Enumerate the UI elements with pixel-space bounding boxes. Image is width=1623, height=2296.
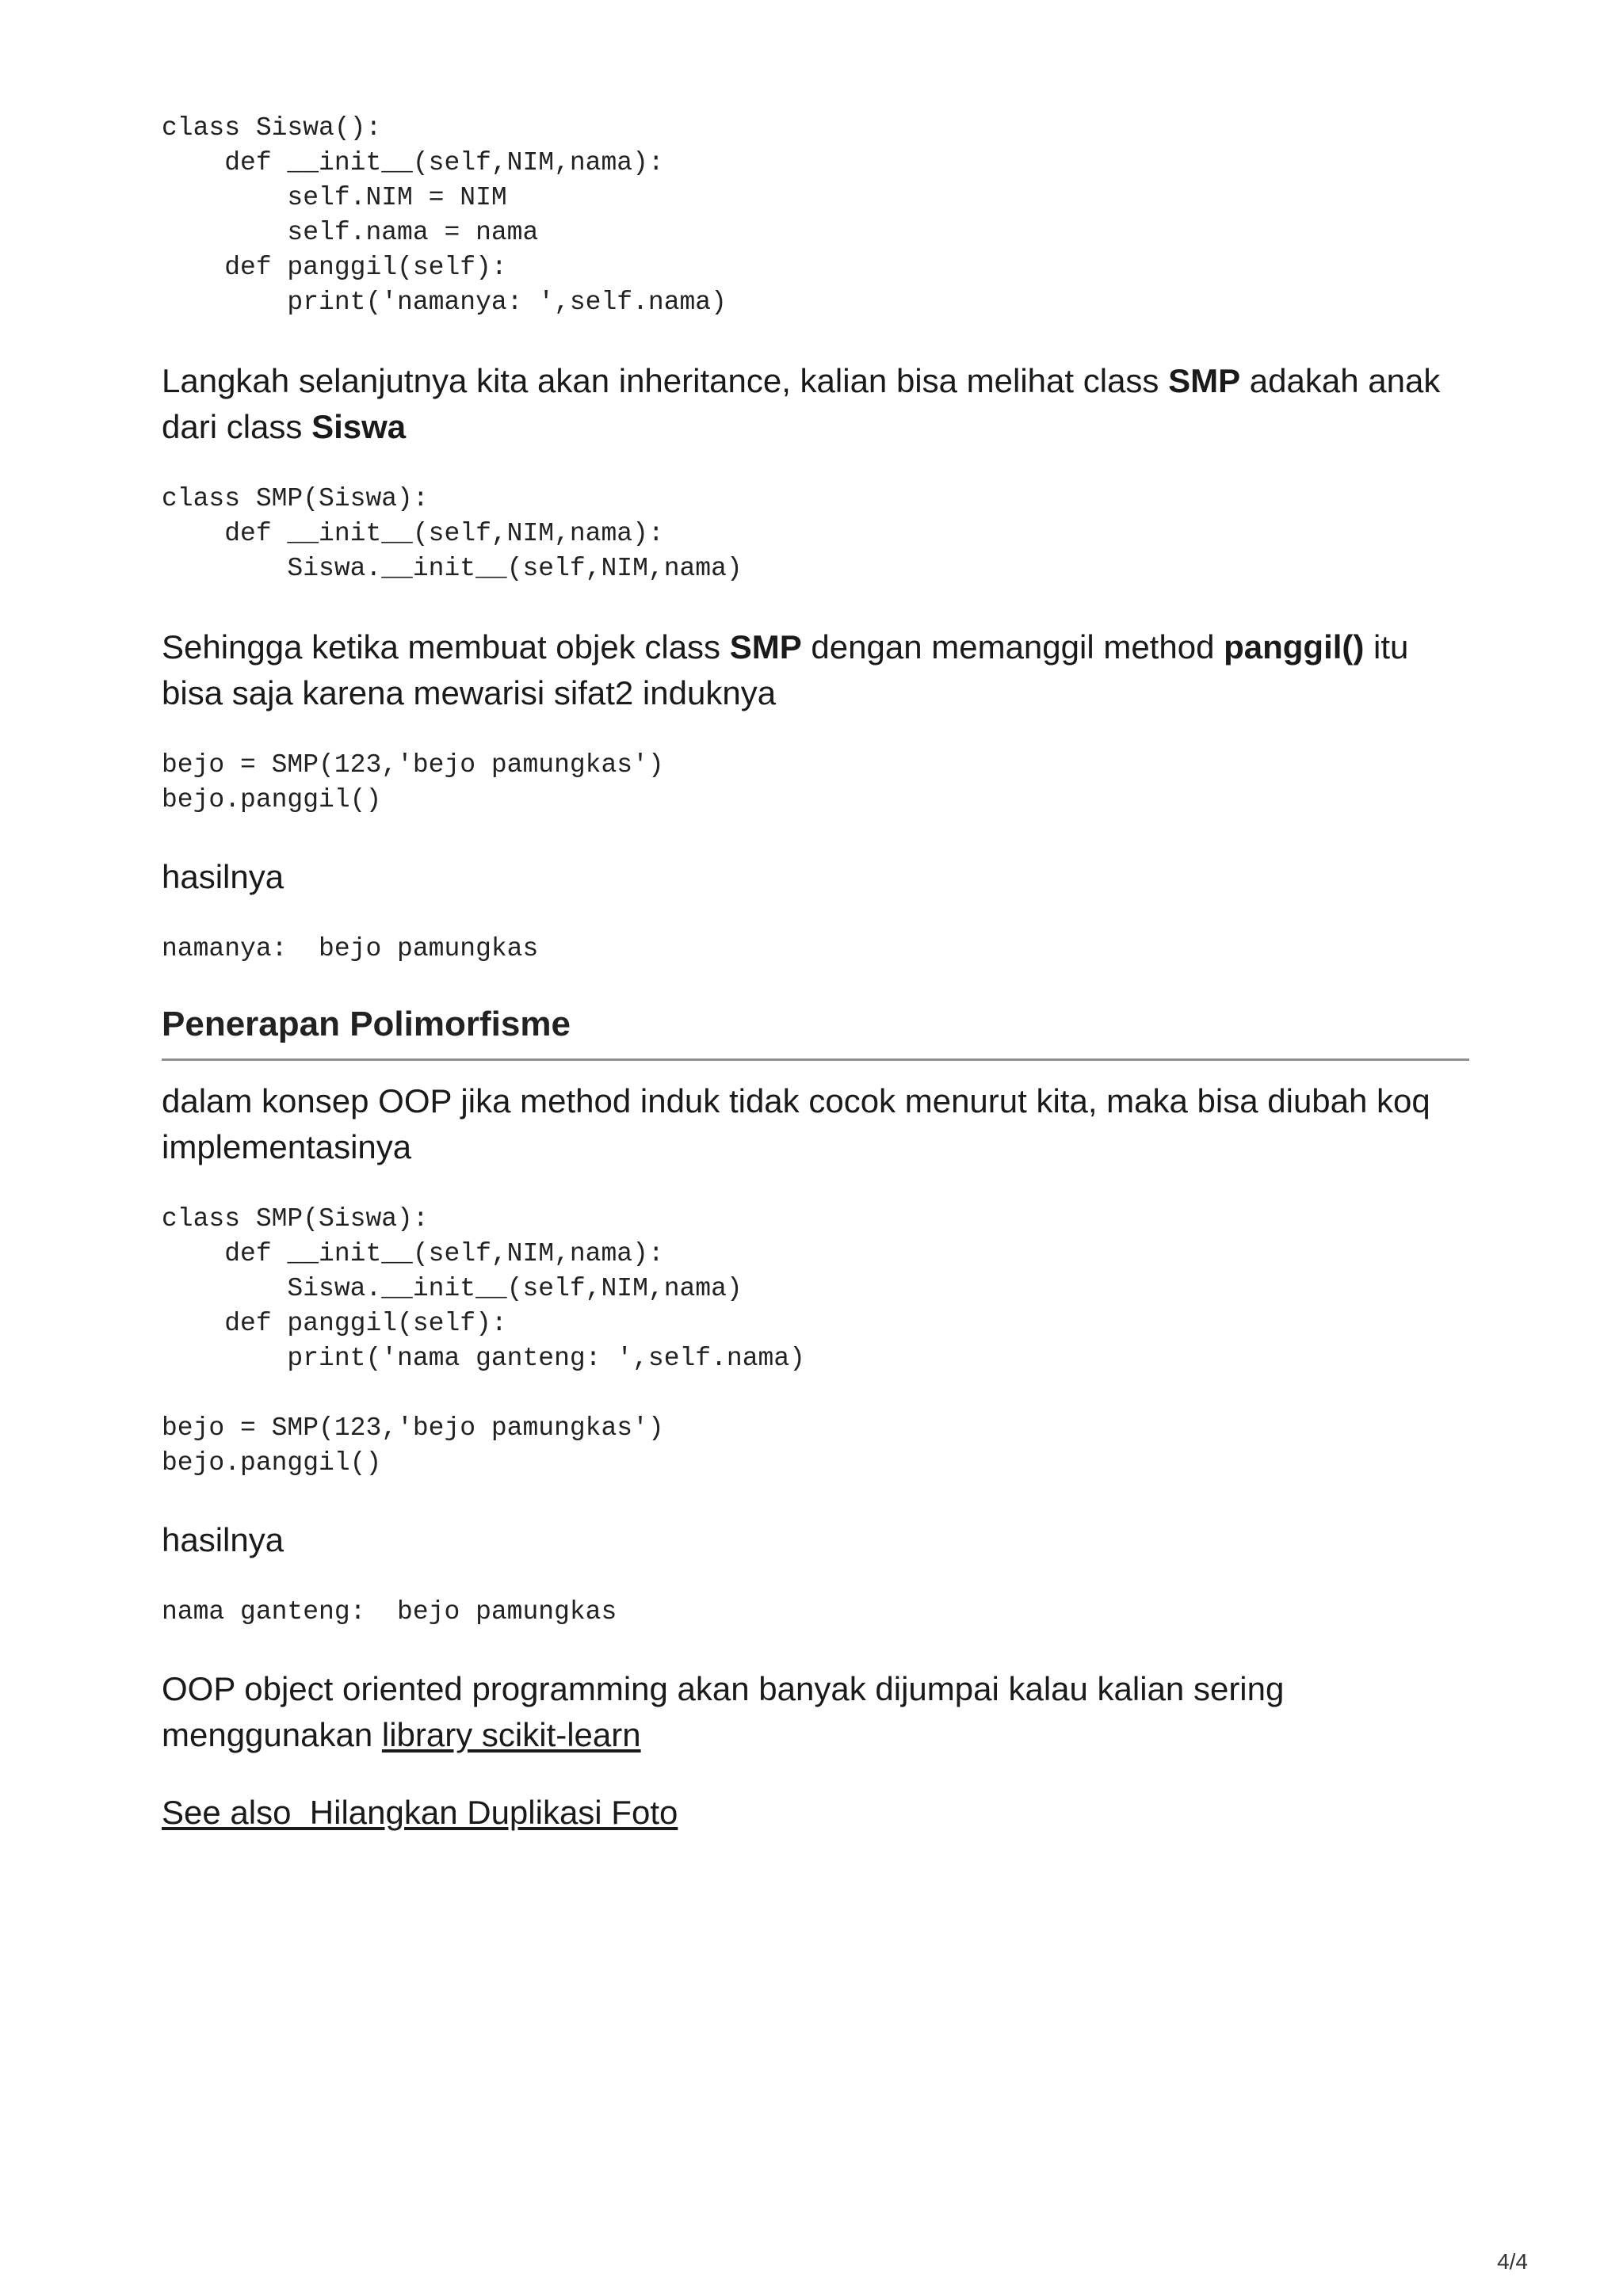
paragraph-object-part3: itu bisa saja karena mewarisi sifat2 induknya xyxy=(162,628,1409,711)
bold-siswa: Siswa xyxy=(311,408,407,445)
paragraph-object xyxy=(162,624,1469,716)
see-also-link[interactable]: See also Hilangkan Duplikasi Foto xyxy=(162,1794,678,1831)
code-block-polymorphism: class SMP(Siswa): def __init__(self,NIM,nama): Siswa.__init__(self,NIM,nama) def panggil(self): print('nama ganteng: ',self.nama) bejo = SMP(123,'bejo pamungkas') bejo.panggil() xyxy=(162,1204,805,1478)
scikit-learn-link[interactable]: library scikit-learn xyxy=(381,1716,641,1753)
paragraph-object-part2: dengan memanggil method xyxy=(801,628,1224,666)
paragraph-inheritance-part2: adakah anak dari class xyxy=(162,362,1441,445)
bold-panggil: panggil() xyxy=(1224,628,1365,666)
document-page xyxy=(162,111,1469,1836)
page-number: 4/4 xyxy=(1497,2249,1528,2274)
paragraph-inheritance xyxy=(162,358,1469,450)
paragraph-oop-text: OOP object oriented programming akan banyak dijumpai kalau kalian sering menggunakan xyxy=(162,1670,1285,1753)
paragraph-polymorphism: dalam konsep OOP jika method induk tidak cocok menurut kita, maka bisa diubah koq implementasinya xyxy=(162,1082,1430,1165)
bold-smp: SMP xyxy=(1168,362,1241,399)
paragraph-oop xyxy=(162,1666,1469,1758)
bold-smp-2: SMP xyxy=(729,628,802,666)
output-block-2: nama ganteng: bejo pamungkas xyxy=(162,1597,617,1627)
paragraph-inheritance-part1: Langkah selanjutnya kita akan inheritance, kalian bisa melihat class xyxy=(162,362,1169,399)
output-block-1: namanya: bejo pamungkas xyxy=(162,934,539,963)
section-heading: Penerapan Polimorfisme xyxy=(162,1001,1469,1061)
code-block-call-1: bejo = SMP(123,'bejo pamungkas') bejo.panggil() xyxy=(162,750,664,814)
result-label-1: hasilnya xyxy=(162,858,285,895)
code-block-class-siswa: class Siswa(): def __init__(self,NIM,nama): self.NIM = NIM self.nama = nama def panggil(self): print('namanya: ',self.nama) xyxy=(162,113,727,317)
paragraph-object-part1: Sehingga ketika membuat objek class xyxy=(162,628,730,666)
code-block-class-smp: class SMP(Siswa): def __init__(self,NIM,nama): Siswa.__init__(self,NIM,nama) xyxy=(162,484,743,583)
see-also-paragraph xyxy=(162,1790,1469,1836)
result-label-2: hasilnya xyxy=(162,1521,285,1558)
